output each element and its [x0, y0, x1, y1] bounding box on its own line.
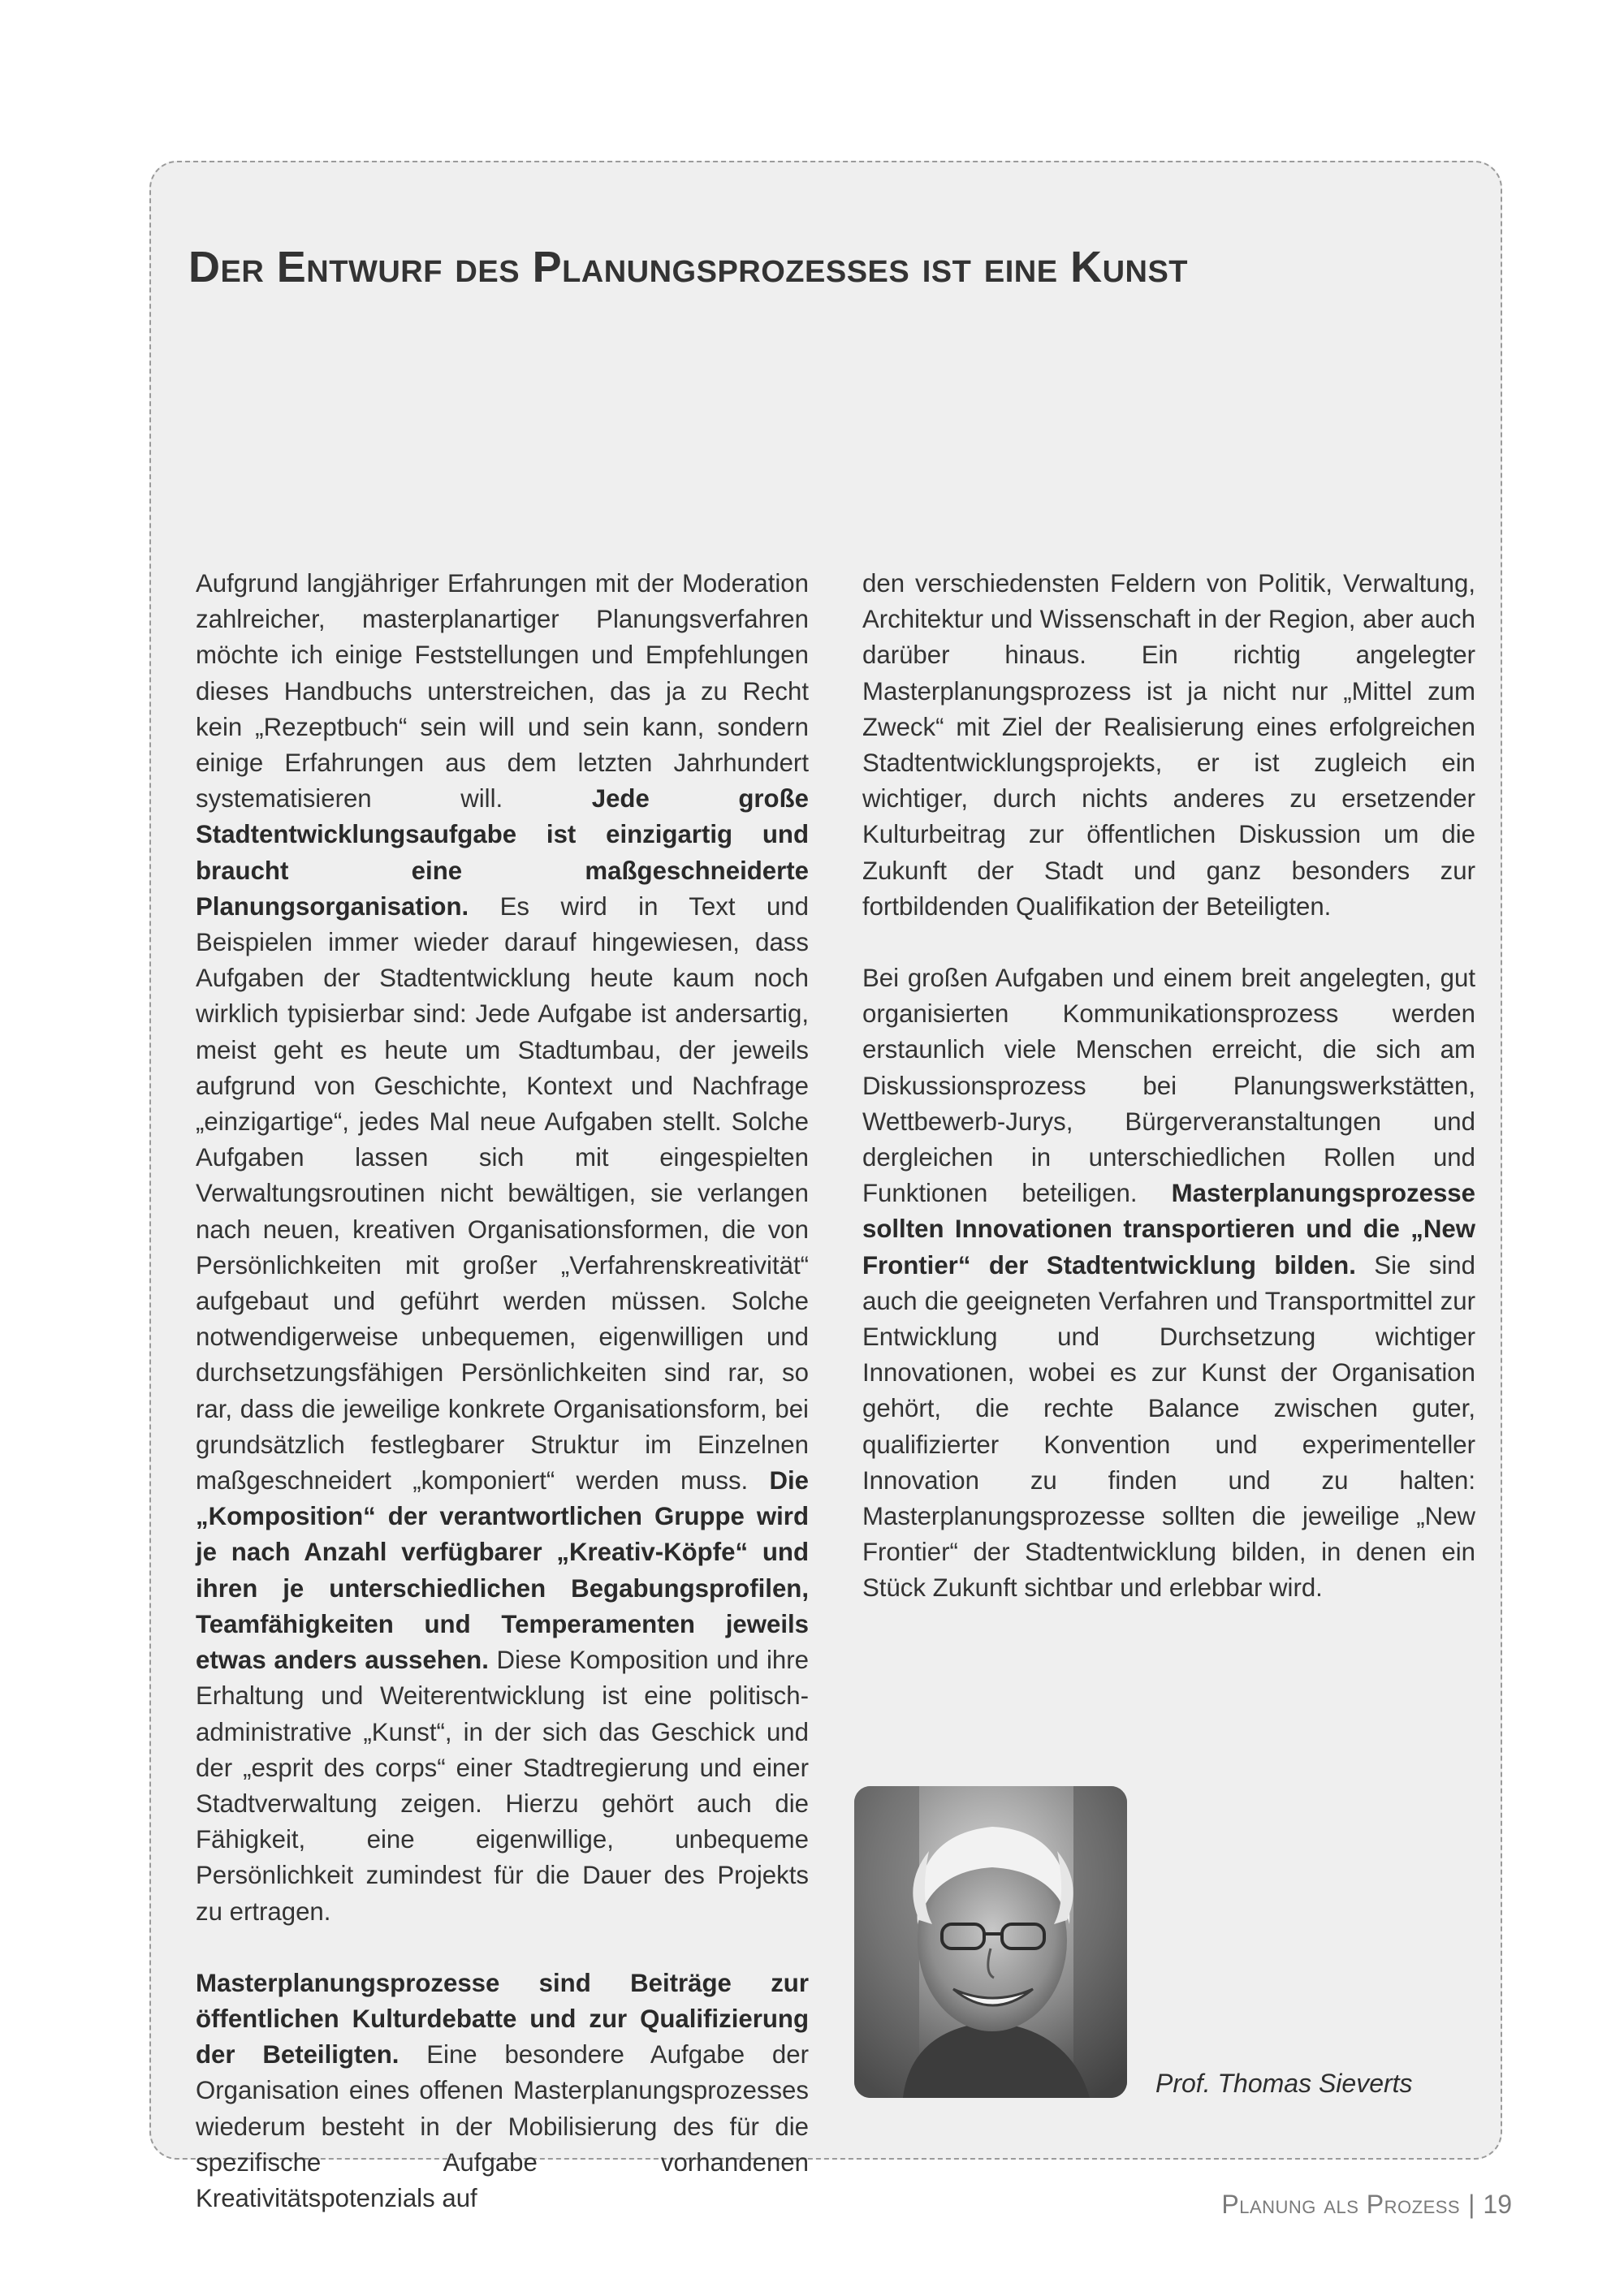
paragraph: [196, 566, 809, 1930]
body-text: Bei großen Aufgaben und einem breit angelegten, gut organisierten Kommunikationsprozess werden erstaunlich viele Menschen erreicht, die sich am Diskussionsprozess bei Planungswerkstätten, Wettbewerb-Jurys, Bürgerveranstaltungen und dergleichen in unterschiedlichen Rollen und Funktionen beteiligen.: [862, 964, 1475, 1208]
right-column: [862, 566, 1475, 1607]
bold-statement: Masterplanungsprozesse sollten Innovationen transportieren und die „New Frontier“ der Stadtentwicklung bilden.: [862, 1179, 1475, 1280]
photo-caption: Prof. Thomas Sieverts: [1155, 2069, 1413, 2098]
bold-statement: Jede große Stadtentwicklungsaufgabe ist einzigartig und braucht eine maßgeschneiderte Planungsorganisation.: [196, 784, 809, 921]
portrait-photo-icon: [854, 1786, 1127, 2098]
bold-statement: Die „Komposition“ der verantwortlichen Gruppe wird je nach Anzahl verfügbarer „Kreativ-Köpfe“ und ihren je unterschiedlichen Begabungsprofilen, Teamfähigkeiten und Temperamenten jeweils etwas anders aussehen.: [196, 1466, 809, 1675]
body-text: Eine besondere Aufgabe der Organisation eines offenen Masterplanungsprozesses wiederum besteht in der Mobilisierung des für die spezifische Aufgabe vorhandenen Kreativitätspotenzials auf: [196, 2040, 809, 2212]
paragraph: [196, 1966, 809, 2216]
left-column: [196, 566, 809, 2216]
page-footer: [1221, 2190, 1512, 2220]
portrait-photo: [854, 1786, 1127, 2098]
body-text: Aufgrund langjähriger Erfahrungen mit der Moderation zahlreicher, masterplanartiger Planungsverfahren möchte ich einige Feststellungen und Empfehlungen dieses Handbuchs unterstreichen, das ja zu Recht kein „Rezeptbuch“ sein will und sein kann, sondern einige Erfahrungen aus dem letzten Jahrhundert systematisieren will.: [196, 569, 809, 814]
body-text: Diese Komposition und ihre Erhaltung und Weiterentwicklung ist eine politisch-administrative „Kunst“, in der sich das Geschick und der „esprit des corps“ einer Stadtregierung und einer Stadtverwaltung zeigen. Hierzu gehört auch die Fähigkeit, eine eigenwillige, unbequeme Persönlichkeit zumindest für die Dauer des Projekts zu ertragen.: [196, 1646, 810, 1926]
footer-separator: |: [1468, 2190, 1475, 2219]
page-number: 19: [1483, 2190, 1512, 2219]
paragraph: [862, 566, 1475, 925]
page-title: Der Entwurf des Planungsprozesses ist eine Kunst: [188, 243, 1189, 291]
body-text: Es wird in Text und Beispielen immer wieder darauf hingewiesen, dass Aufgaben der Stadtentwicklung heute kaum noch wirklich typisierbar sind: Jede Aufgabe ist andersartig, meist geht es heute um Stadtumbau, der jeweils aufgrund von Geschichte, Kontext und Nachfrage „einzigartige“, jedes Mal neue Aufgaben stellt. Solche Aufgaben lassen sich mit eingespielten Verwaltungsroutinen nicht bewältigen, sie verlangen nach neuen, kreativen Organisationsformen, die von Persönlichkeiten mit großer „Verfahrenskreativität“ aufgebaut und geführt werden müssen. Solche notwendigerweise unbequemen, eigenwilligen und durchsetzungsfähigen Persönlichkeiten sind rar, so rar, dass die jeweilige konkrete Organisationsform, bei grundsätzlich festlegbarer Struktur im Einzelnen maßgeschneidert „komponiert“ werden muss.: [196, 891, 809, 1495]
bold-statement: Masterplanungsprozesse sind Beiträge zur öffentlichen Kulturdebatte und zur Qualifizierung der Beteiligten.: [196, 1968, 809, 2069]
paragraph: [862, 960, 1475, 1607]
section-name: Planung als Prozess: [1221, 2190, 1461, 2219]
body-text: Sie sind auch die geeigneten Verfahren und Transportmittel zur Entwicklung und Durchsetzung wichtiger Innovationen, wobei es zur Kunst der Organisation gehört, die rechte Balance zwischen guter, qualifizierter Konvention und experimenteller Innovation zu finden und zu halten: Masterplanungsprozesse sollten die jeweilige „New Frontier“ der Stadtentwicklung bilden, in denen ein Stück Zukunft sichtbar und erlebbar wird.: [862, 1250, 1475, 1603]
body-text: den verschiedensten Feldern von Politik, Verwaltung, Architektur und Wissenschaft in der Region, aber auch darüber hinaus. Ein richtig angelegter Masterplanungsprozess ist ja nicht nur „Mittel zum Zweck“ mit Ziel der Realisierung eines erfolgreichen Stadtentwicklungsprojekts, er ist zugleich ein wichtiger, durch nichts anderes zu ersetzender Kulturbeitrag zur öffentlichen Diskussion um die Zukunft der Stadt und ganz besonders zur fortbildenden Qualifikation der Beteiligten.: [862, 569, 1475, 921]
